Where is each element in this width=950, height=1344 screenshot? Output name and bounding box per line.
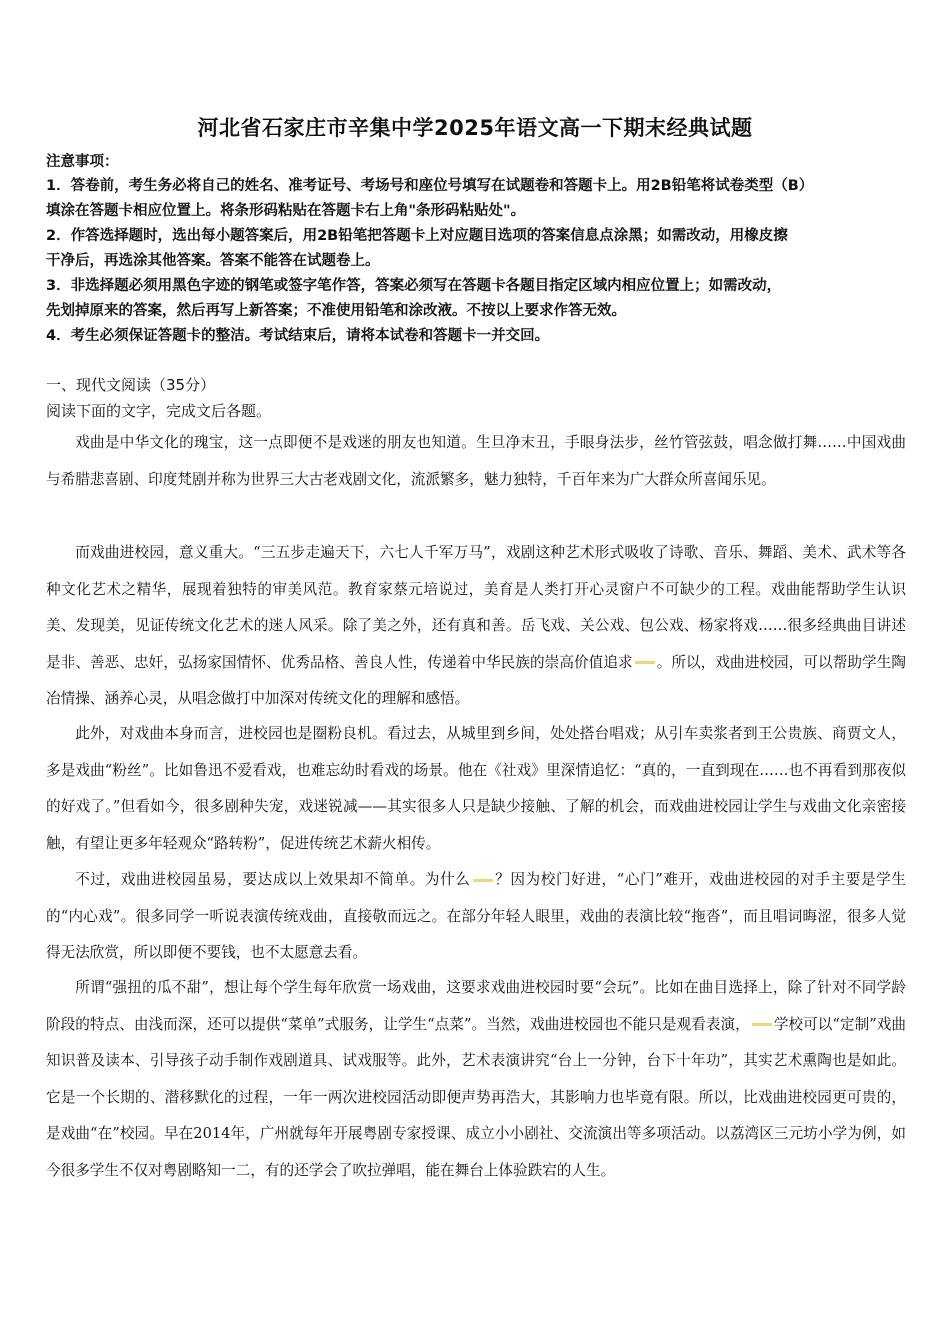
- section-heading: 一、现代文阅读（35分）: [46, 376, 216, 394]
- notice-heading: 注意事项：: [46, 154, 119, 170]
- passage-paragraph-5: [46, 970, 906, 1190]
- page-title: 河北省石家庄市辛集中学2025年语文高一下期末经典试题: [197, 116, 753, 140]
- paragraph-5-text-a: 所谓“强扭的瓜不甜”，想让每个学生每年欣赏一场戏曲，这要求戏曲进校园时要“会玩”。比如在曲目选择上，除了针对不同学龄阶段的特点、由浅而深，还可以提供“菜单”式服务，让学生“点菜”。当然，戏曲进校园也不能只是观看表演，: [46, 979, 906, 1033]
- paragraph-5-text-b: 学校可以“定制”戏曲知识普及读本、引导孩子动手制作戏剧道具、试戏服等。此外，艺术表演讲究“台上一分钟，台下十年功”，其实艺术熏陶也是如此。它是一个长期的、潜移默化的过程，一年一两次进校园活动即便声势再浩大，其影响力也毕竟有限。所以，比戏曲进校园更可贵的，是戏曲“在”校园。早在2014年，广州就每年开展粤剧专家授课、成立小小剧社、交流演出等多项活动。以荔湾区三元坊小学为例，如今很多学生不仅对粤剧略知一二，有的还学会了吹拉弹唱，能在舞台上体验跌宕的人生。: [46, 1015, 906, 1179]
- notice-item-2a: 2．作答选择题时，选出每小题答案后，用2B铅笔把答题卡上对应题目选项的答案信息点涂黑；如需改动，用橡皮擦: [46, 228, 788, 244]
- paragraph-4-text-a: 不过，戏曲进校园虽易，要达成以上效果却不简单。为什么: [75, 871, 471, 888]
- paragraph-4-text-b: ？因为校门好进，“心门”难开，戏曲进校园的对手主要是学生的“内心戏”。很多同学一听说表演传统戏曲，直接敬而远之。在部分年轻人眼里，戏曲的表演比较“拖沓”，而且唱词晦涩，很多人觉得无法欣赏，所以即便不要钱，也不太愿意去看。: [46, 871, 906, 962]
- passage-paragraph-4: [46, 862, 906, 972]
- passage-paragraph-3: 此外，对戏曲本身而言，进校园也是圈粉良机。看过去，从城里到乡间，处处搭台唱戏；从引车卖浆者到王公贵族、商贾文人，多是戏曲“粉丝”。比如鲁迅不爱看戏，也难忘幼时看戏的场景。他在《社戏》里深情追忆：“真的，一直到现在……也不再看到那夜似的好戏了。”但看如今，很多剧种失宠，戏迷锐减——其实很多人只是缺少接触、了解的机会，而戏曲进校园让学生与戏曲文化亲密接触，有望让更多年轻观众“路转粉”，促进传统艺术薪火相传。: [46, 725, 906, 852]
- paragraph-2-text-b: 。所以，戏曲进校园，可以帮助学生陶冶情操、涵养心灵，从唱念做打中加深对传统文化的理解和感悟。: [46, 653, 906, 708]
- paragraph-2-text-a: 而戏曲进校园，意义重大。“三五步走遍天下，六七人千军万马”，戏剧这种艺术形式吸收了诗歌、音乐、舞蹈、美术、武术等各种文化艺术之精华，展现着独特的审美风范。教育家蔡元培说过，美育是人类打开心灵窗户不可缺少的工程。戏曲能帮助学生认识美、发现美，见证传统文化艺术的迷人风采。除了美之外，还有真和善。岳飞戏、关公戏、包公戏、杨家将戏……很多经典曲目讲述是非、善恶、忠奸，弘扬家国情怀、优秀品格、善良人性，传递着中华民族的崇高价值追求: [46, 544, 906, 671]
- answer-blank: [635, 661, 655, 664]
- answer-blank: [752, 1023, 772, 1026]
- notice-item-3a: 3．非选择题必须用黑色字迹的钢笔或签字笔作答，答案必须写在答题卡各题目指定区域内相应位置上；如需改动，: [46, 278, 782, 294]
- passage-paragraph-1: 戏曲是中华文化的瑰宝，这一点即便不是戏迷的朋友也知道。生旦净末丑，手眼身法步，丝竹管弦鼓，唱念做打舞……中国戏曲与希腊悲喜剧、印度梵剧并称为世界三大古老戏剧文化，流派繁多，魅力独特，千百年来为广大群众所喜闻乐见。: [46, 434, 906, 488]
- notice-item-4: 4．考生必须保证答题卡的整洁。考试结束后，请将本试卷和答题卡一并交回。: [46, 328, 550, 344]
- passage-paragraph-2: [46, 535, 906, 718]
- notice-item-1a: 1．答卷前，考生务必将自己的姓名、准考证号、考场号和座位号填写在试题卷和答题卡上。用2B铅笔将试卷类型（B）: [46, 178, 814, 194]
- answer-blank: [473, 879, 493, 882]
- section-instruction: 阅读下面的文字，完成文后各题。: [46, 402, 272, 420]
- notice-item-2b: 干净后，再选涂其他答案。答案不能答在试题卷上。: [46, 253, 380, 269]
- notice-item-3b: 先划掉原来的答案，然后再写上新答案；不准使用铅笔和涂改液。不按以上要求作答无效。: [46, 303, 626, 319]
- notice-item-1b: 填涂在答题卡相应位置上。将条形码粘贴在答题卡右上角"条形码粘贴处"。: [46, 203, 526, 219]
